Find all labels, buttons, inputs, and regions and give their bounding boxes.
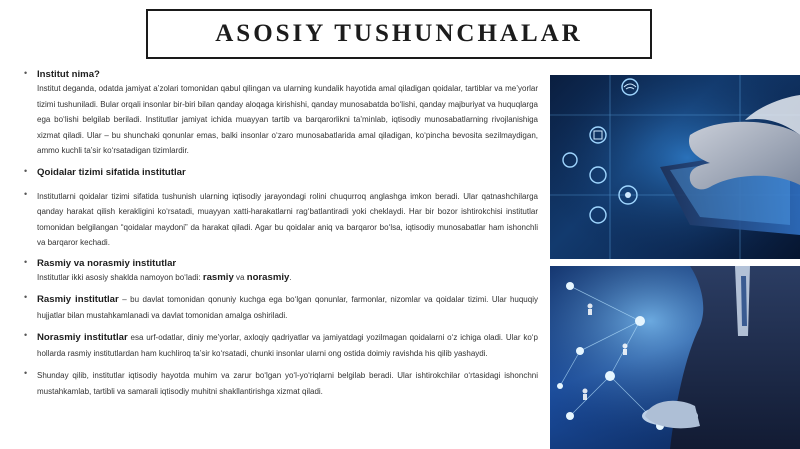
text-part: . [289,272,292,282]
text-part: – bu davlat tomonidan qonuniy kuchga ega bo‘lgan qonunlar, farmonlar, nizomlar va qoidalar tizimi. Ular huquqiy hujjatlar bilan mustahkamlanadi va davlat tomonidan amalga oshiriladi. [37,295,538,320]
section-heading: Institut nima? [37,69,100,80]
section-xulosa [24,368,538,399]
section-text: Shunday qilib, institutlar iqtisodiy hayotda muhim va zarur bo‘lgan yo‘l-yo‘riqlarni belgilab beradi. Ular ishtirokchilar o‘rtasidagi ishonchni mustahkamlab, tartibli va samarali iqtisodiy muhitni shakllantirishga xizmat qiladi. [37,371,538,396]
section-qoidalar-heading [24,166,538,179]
section-text [37,292,538,323]
section-institut-nima [24,68,538,159]
section-text [37,270,538,286]
bullet: • [24,256,28,267]
section-text [37,330,538,361]
bold-lead: Rasmiy institutlar [37,294,119,305]
term-norasmiy: norasmiy [246,271,290,283]
section-rasmiy-institutlar [24,292,538,323]
bold-lead: Norasmiy institutlar [37,332,128,343]
bullet: • [24,165,28,176]
section-rasmiy-norasmiy [24,257,538,286]
bullet: • [24,368,28,378]
section-qoidalar-text [24,189,538,251]
bullet: • [24,292,28,302]
section-heading: Qoidalar tizimi sifatida institutlar [37,166,186,178]
section-text: Institut deganda, odatda jamiyat a’zolari tomonidan qabul qilingan va ularning kundalik hayotida amal qiladigan qoidalar, tartiblar va me’yorlar tizimi tushuniladi. Bular orqali insonlar bir-biri bilan qanday aloqaga kirishishi, qanday munosabatda bo‘lishi, qanday majburiyat va huquqlarga ega bo‘lishi belgilab beriladi. Institutlar jamiyat ichida muayyan tartib va barqarorlikni ta’minlab, iqtisodiy munosabatlarning rivojlanishiga xizmat qiladi. Ular – bu shunchaki qonunlar emas, balki insonlar o‘zaro munosabatlarida amal qiladigan, ko‘pincha bevosita sezilmaydigan, ammo kuchli ta’sir ko‘rsatadigan tizimlardir. [37,84,538,155]
tech-hand-tablet-image [550,75,800,259]
bullet: • [24,188,28,199]
business-network-image [550,266,800,449]
section-text: Institutlarni qoidalar tizimi sifatida tushunish ularning iqtisodiy jarayondagi rolini chuqurroq anglashga imkon beradi. Ular qatnashchilarga qanday harakat qilish kerakligini ko‘rsatadi, muayyan xatti-harakatlarni rag‘batlantiradi yoki cheklaydi. Har bir bozor ishtirokchisi institutlar tomonidan belgilangan “qoidalar maydoni” da harakat qiladi. Agar bu qoidalar aniq va barqaror bo‘lsa, iqtisodiy munosabatlar ham ishonchli va barqaror kechadi. [37,191,538,247]
content-area [24,68,538,399]
bullet: • [24,68,28,78]
title-box [146,9,652,59]
text-part: Institutlar ikki asosiy shaklda namoyon bo‘ladi: [37,272,203,282]
text-part: esa urf-odatlar, diniy me’yorlar, axloqiy qadriyatlar va jamiyatdagi yozilmagan qoidalarni o‘z ichiga oladi. Ular ko‘p hollarda rasmiy institutlardan ham kuchliroq ta’sir ko‘rsatadi, chunki insonlar ularni ong ostida doimiy ravishda his qilib yashaydi. [37,333,538,358]
section-heading: Rasmiy va norasmiy institutlar [37,257,177,269]
text-part: va [233,272,247,282]
page-title: ASOSIY TUSHUNCHALAR [215,20,583,47]
bullet: • [24,330,28,340]
section-norasmiy-institutlar [24,330,538,361]
term-rasmiy: rasmiy [202,271,234,283]
